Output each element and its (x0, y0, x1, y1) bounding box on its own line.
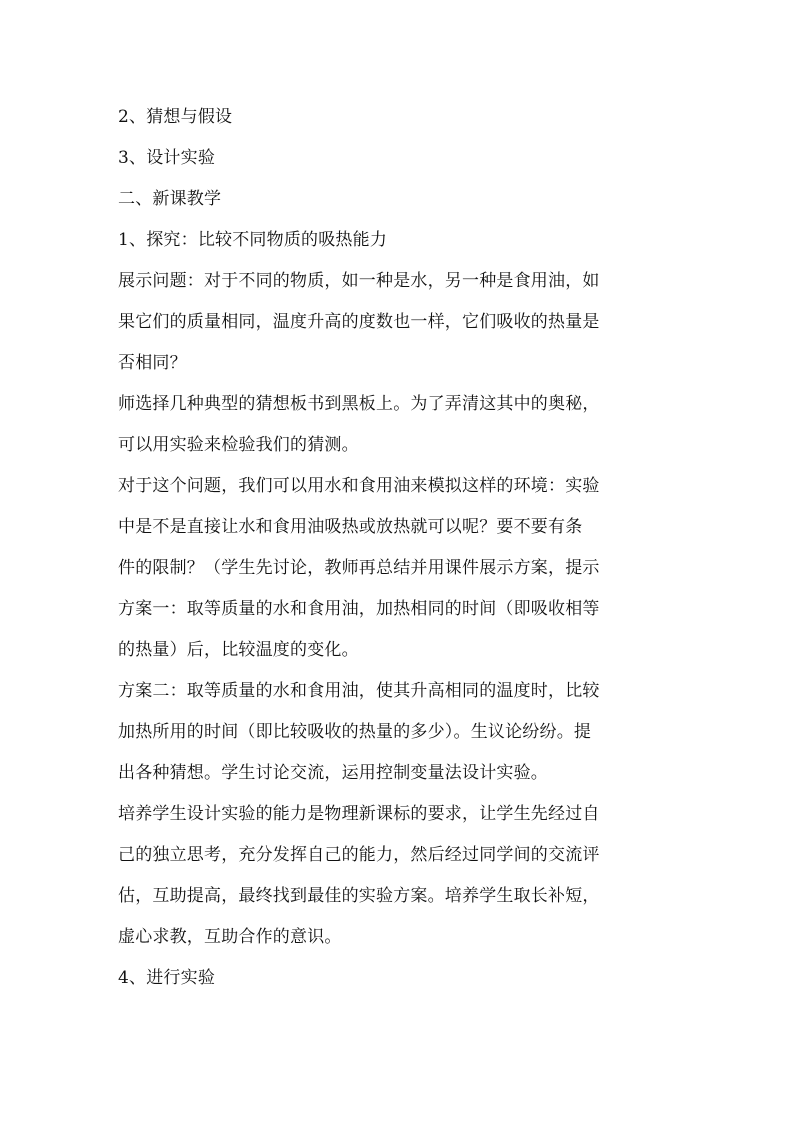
heading-design-experiment: 3、设计实验 (118, 148, 216, 168)
paragraph-line: 方案一：取等质量的水和食用油，加热相同的时间（即吸收相等 (118, 599, 600, 619)
heading-new-lesson: 二、新课教学 (118, 189, 222, 209)
paragraph-line: 果它们的质量相同，温度升高的度数也一样，它们吸收的热量是 (118, 312, 600, 332)
heading-conduct-experiment: 4、进行实验 (118, 968, 216, 988)
paragraph-line: 对于这个问题，我们可以用水和食用油来模拟这样的环境：实验 (118, 476, 600, 496)
paragraph-line: 出各种猜想。学生讨论交流，运用控制变量法设计实验。 (118, 763, 548, 783)
paragraph-line: 虚心求教，互助合作的意识。 (118, 927, 342, 947)
paragraph-line: 己的独立思考，充分发挥自己的能力，然后经过同学间的交流评 (118, 845, 600, 865)
paragraph-line: 展示问题：对于不同的物质，如一种是水，另一种是食用油，如 (118, 271, 600, 291)
paragraph-line: 可以用实验来检验我们的猜测。 (118, 435, 359, 455)
paragraph-line: 估，互助提高，最终找到最佳的实验方案。培养学生取长补短， (118, 886, 600, 906)
paragraph-line: 师选择几种典型的猜想板书到黑板上。为了弄清这其中的奥秘， (118, 394, 600, 414)
paragraph-line: 加热所用的时间（即比较吸收的热量的多少）。生议论纷纷。提 (118, 722, 592, 742)
paragraph-line: 培养学生设计实验的能力是物理新课标的要求，让学生先经过自 (118, 804, 600, 824)
paragraph-line: 的热量）后，比较温度的变化。 (118, 640, 359, 660)
paragraph-line: 中是不是直接让水和食用油吸热或放热就可以呢？要不要有条 (118, 517, 583, 537)
paragraph-line: 否相同？ (118, 353, 187, 373)
paragraph-line: 件的限制？（学生先讨论，教师再总结并用课件展示方案，提示 (118, 558, 600, 578)
heading-explore: 1、探究：比较不同物质的吸热能力 (118, 230, 388, 250)
paragraph-line: 方案二：取等质量的水和食用油，使其升高相同的温度时，比较 (118, 681, 600, 701)
heading-hypothesis: 2、猜想与假设 (118, 107, 233, 127)
